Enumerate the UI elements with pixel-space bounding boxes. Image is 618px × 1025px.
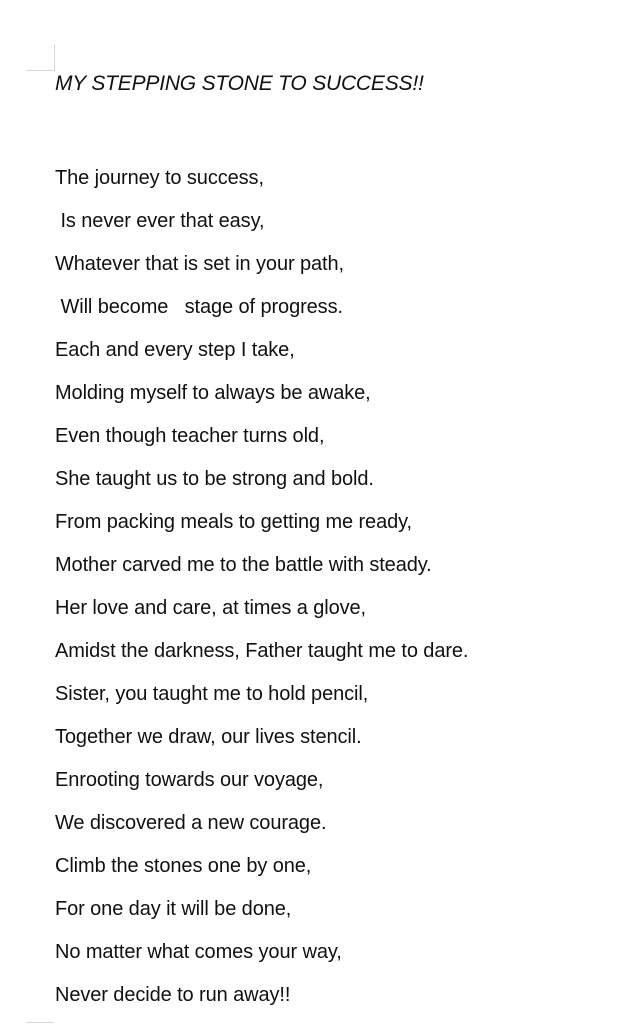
- poem-line: Her love and care, at times a glove,: [55, 597, 366, 619]
- poem-line: From packing meals to getting me ready,: [55, 511, 412, 533]
- poem-line: Molding myself to always be awake,: [55, 382, 371, 404]
- page-corner-mark: [26, 44, 55, 71]
- poem-body: [55, 163, 468, 1023]
- poem-line: Together we draw, our lives stencil.: [55, 726, 362, 748]
- poem-line: Will become stage of progress.: [55, 296, 343, 318]
- poem-line: Each and every step I take,: [55, 339, 295, 361]
- poem-line: Mother carved me to the battle with steady.: [55, 554, 432, 576]
- poem-line: Even though teacher turns old,: [55, 425, 325, 447]
- poem-line: Climb the stones one by one,: [55, 855, 312, 877]
- poem-line: For one day it will be done,: [55, 898, 292, 920]
- poem-line: Never decide to run away!!: [55, 984, 291, 1006]
- poem-line: She taught us to be strong and bold.: [55, 468, 374, 490]
- poem-title: MY STEPPING STONE TO SUCCESS!!: [55, 72, 424, 95]
- poem-line: No matter what comes your way,: [55, 941, 342, 963]
- poem-line: We discovered a new courage.: [55, 812, 327, 834]
- poem-line: Enrooting towards our voyage,: [55, 769, 324, 791]
- poem-line: Sister, you taught me to hold pencil,: [55, 683, 369, 705]
- poem-line: Amidst the darkness, Father taught me to dare.: [55, 640, 469, 662]
- poem-line: The journey to success,: [55, 167, 264, 189]
- poem-line: Is never ever that easy,: [55, 210, 265, 232]
- poem-line: Whatever that is set in your path,: [55, 253, 344, 275]
